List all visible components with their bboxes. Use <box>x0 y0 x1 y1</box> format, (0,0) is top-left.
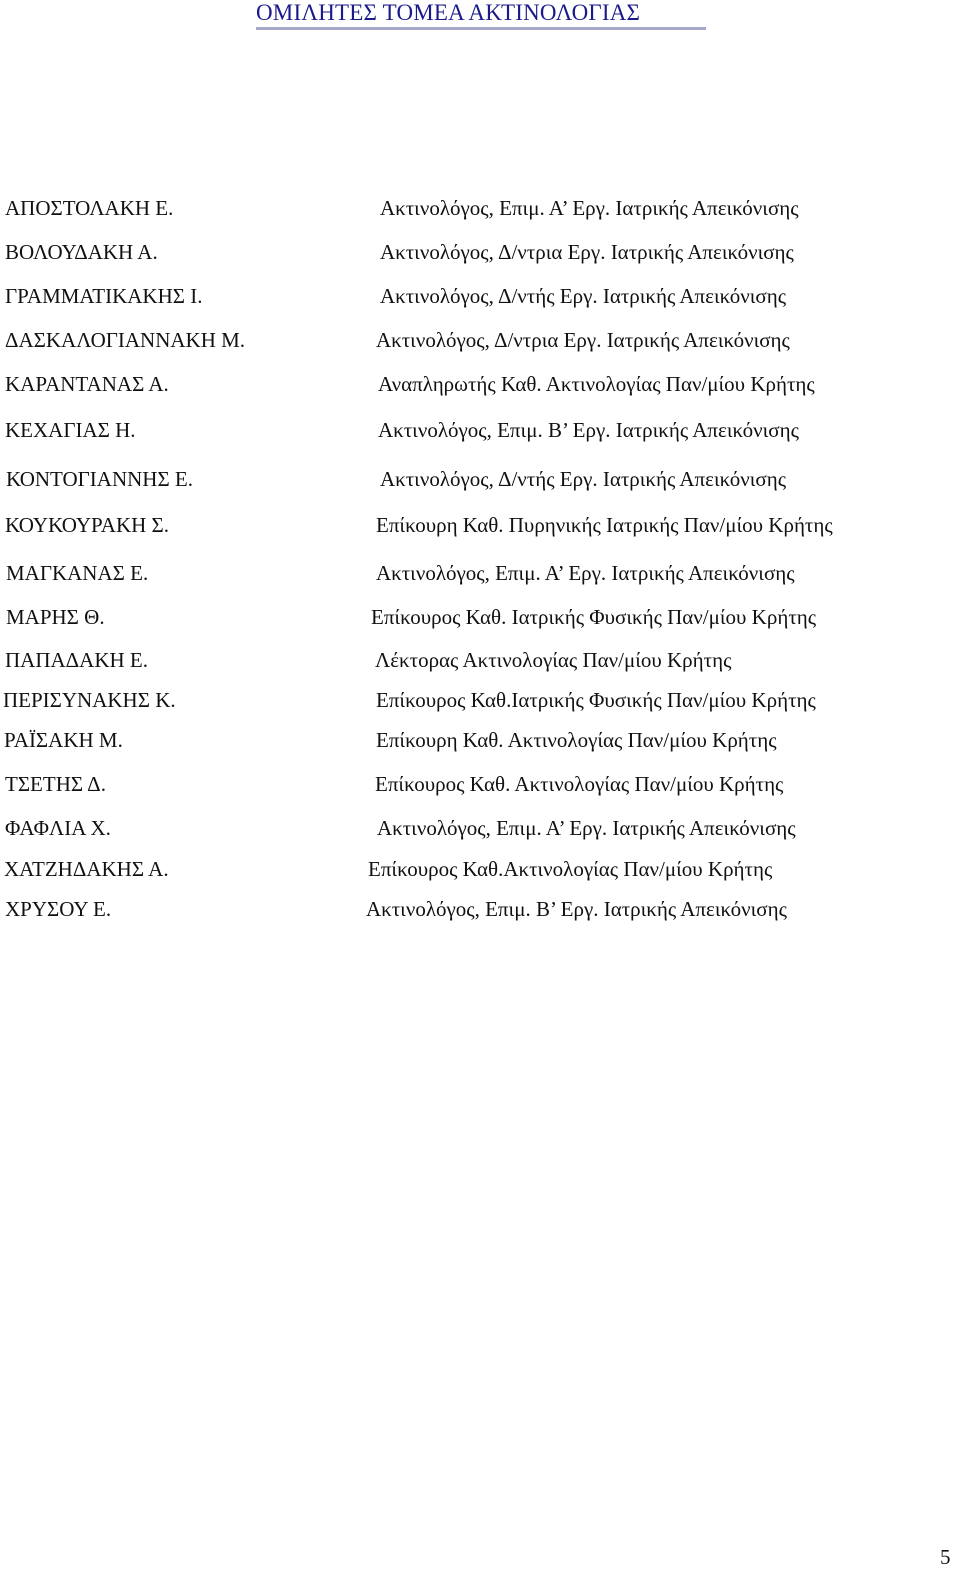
page-title: ΟΜΙΛΗΤΕΣ ΤΟΜΕΑ ΑΚΤΙΝΟΛΟΓΙΑΣ <box>256 0 641 25</box>
speaker-name: ΠΑΠΑΔΑΚΗ Ε. <box>5 648 148 672</box>
speaker-name: ΦΑΦΛΙΑ Χ. <box>5 816 111 840</box>
speaker-role: Ακτινολόγος, Δ/ντής Εργ. Ιατρικής Απεικόνισης <box>380 284 787 308</box>
speaker-name: ΜΑΡΗΣ Θ. <box>6 605 105 629</box>
title-underline <box>256 27 706 30</box>
speaker-name: ΑΠΟΣΤΟΛΑΚΗ Ε. <box>5 196 174 220</box>
speaker-row <box>0 561 960 591</box>
speaker-row <box>0 328 960 358</box>
speaker-role: Ακτινολόγος, Επιμ. Β’ Εργ. Ιατρικής Απεικόνισης <box>378 418 799 442</box>
speaker-name: ΤΣΕΤΗΣ Δ. <box>5 772 106 796</box>
speaker-row <box>0 284 960 314</box>
speaker-name: ΔΑΣΚΑΛΟΓΙΑΝΝΑΚΗ Μ. <box>5 328 246 352</box>
speaker-row <box>0 418 960 448</box>
speaker-name: ΡΑΪΣΑΚΗ Μ. <box>4 728 123 752</box>
speaker-name: ΧΡΥΣΟΥ Ε. <box>5 897 112 921</box>
speaker-row <box>0 513 960 543</box>
speaker-row <box>0 728 960 758</box>
speaker-role: Ακτινολόγος, Επιμ. Α’ Εργ. Ιατρικής Απεικόνισης <box>376 561 795 585</box>
speaker-role: Ακτινολόγος, Δ/ντρια Εργ. Ιατρικής Απεικόνισης <box>376 328 790 352</box>
speaker-row <box>0 857 960 887</box>
speaker-role: Επίκουρος Καθ.Ακτινολογίας Παν/μίου Κρήτης <box>368 857 773 881</box>
speaker-row <box>0 240 960 270</box>
speaker-role: Ακτινολόγος, Δ/ντρια Εργ. Ιατρικής Απεικόνισης <box>380 240 794 264</box>
speaker-name: ΒΟΛΟΥΔΑΚΗ Α. <box>5 240 158 264</box>
speaker-name: ΧΑΤΖΗΔΑΚΗΣ Α. <box>4 857 169 881</box>
speaker-role: Ακτινολόγος, Επιμ. Α’ Εργ. Ιατρικής Απεικόνισης <box>380 196 799 220</box>
speaker-role: Ακτινολόγος, Επιμ. Α’ Εργ. Ιατρικής Απεικόνισης <box>377 816 796 840</box>
speaker-row <box>0 688 960 718</box>
speaker-name: ΚΟΝΤΟΓΙΑΝΝΗΣ Ε. <box>6 467 194 491</box>
speaker-name: ΓΡΑΜΜΑΤΙΚΑΚΗΣ Ι. <box>5 284 203 308</box>
speaker-name: ΚΕΧΑΓΙΑΣ Η. <box>5 418 136 442</box>
speaker-role: Λέκτορας Ακτινολογίας Παν/μίου Κρήτης <box>375 648 732 672</box>
speaker-role: Επίκουρη Καθ. Ακτινολογίας Παν/μίου Κρήτης <box>376 728 777 752</box>
speaker-row <box>0 605 960 635</box>
speaker-name: ΜΑΓΚΑΝΑΣ Ε. <box>6 561 149 585</box>
speaker-role: Ακτινολόγος, Δ/ντής Εργ. Ιατρικής Απεικόνισης <box>380 467 787 491</box>
speaker-row <box>0 196 960 226</box>
speaker-row <box>0 816 960 846</box>
speaker-role: Επίκουρος Καθ.Ιατρικής Φυσικής Παν/μίου Κρήτης <box>376 688 816 712</box>
speaker-row <box>0 467 960 497</box>
speaker-name: ΚΑΡΑΝΤΑΝΑΣ Α. <box>5 372 169 396</box>
speaker-row <box>0 772 960 802</box>
speaker-role: Επίκουρος Καθ. Ακτινολογίας Παν/μίου Κρήτης <box>375 772 784 796</box>
speaker-name: ΠΕΡΙΣΥΝΑΚΗΣ Κ. <box>3 688 176 712</box>
speaker-row <box>0 372 960 402</box>
speaker-role: Επίκουρος Καθ. Ιατρικής Φυσικής Παν/μίου Κρήτης <box>371 605 817 629</box>
speaker-role: Αναπληρωτής Καθ. Ακτινολογίας Παν/μίου Κρήτης <box>378 372 815 396</box>
speaker-row <box>0 897 960 927</box>
page-number: 5 <box>940 1545 951 1569</box>
speaker-role: Ακτινολόγος, Επιμ. Β’ Εργ. Ιατρικής Απεικόνισης <box>366 897 787 921</box>
speaker-name: ΚΟΥΚΟΥΡΑΚΗ Σ. <box>5 513 170 537</box>
speaker-row <box>0 648 960 678</box>
speaker-role: Επίκουρη Καθ. Πυρηνικής Ιατρικής Παν/μίου Κρήτης <box>376 513 833 537</box>
